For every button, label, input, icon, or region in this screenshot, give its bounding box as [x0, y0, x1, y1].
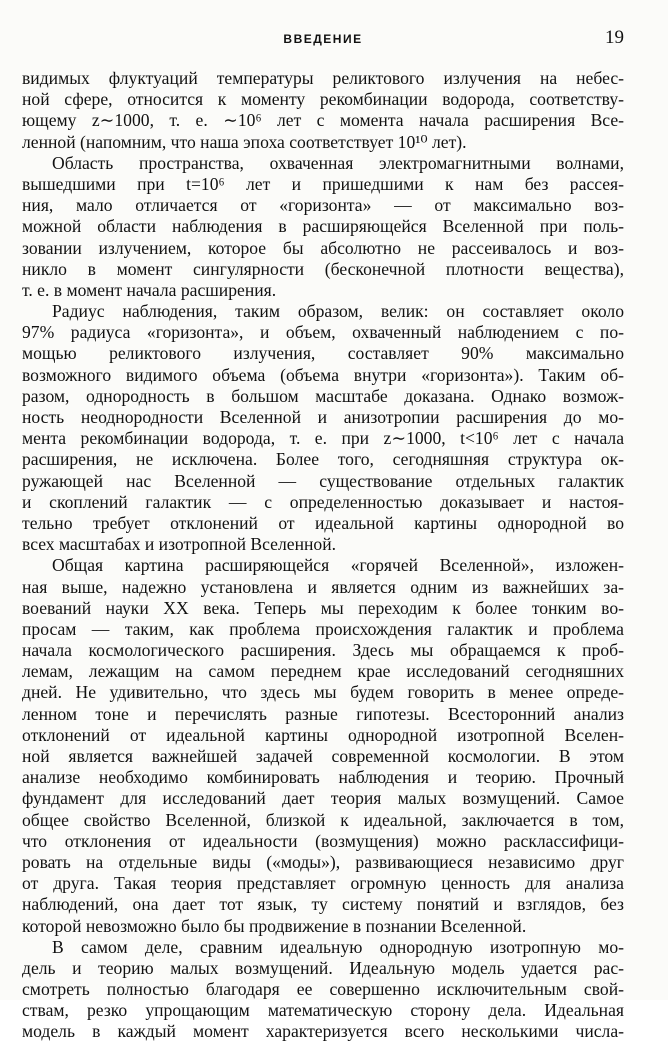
text-line: ния, мало отличается от «горизонта» — от максимально воз-: [22, 195, 624, 216]
text-line: В самом деле, сравним идеальную однородную изотропную мо-: [52, 936, 624, 957]
text-line: ленной (напомним, что наша эпоха соответствует 10¹⁰ лет).: [22, 131, 467, 152]
text-line: тельно требует отклонений от идеальной картины однородной во: [22, 512, 624, 533]
text-line: ствам, резко упрощающим математическую сторону дела. Идеальная: [22, 1000, 624, 1021]
text-line: ная выше, надежно установлена и является одним из важнейших за-: [22, 576, 624, 597]
text-line: ружающей нас Вселенной — существование отдельных галактик: [22, 470, 624, 491]
text-line: общее свойство Вселенной, близкой к идеальной, заключается в том,: [22, 809, 624, 830]
text-line: расширения, не исключена. Более того, сегодняшняя структура ок-: [22, 449, 624, 470]
text-line: т. е. в момент начала расширения.: [22, 279, 277, 300]
text-line: ность неоднородности Вселенной и анизотропии расширения до мо-: [22, 407, 624, 427]
running-title: ВВЕДЕНИЕ: [283, 32, 363, 46]
text-line: зовании излучением, которое бы абсолютно не рассеивалось и воз-: [22, 237, 624, 258]
text-line: 97% радиуса «горизонта», и объем, охваченный наблюдением с по-: [22, 322, 624, 343]
body-text: [22, 68, 624, 1043]
text-line: и скоплений галактик — с определенностью доказывает и настоя-: [22, 491, 624, 512]
text-line: можной области наблюдения в расширяющейся Вселенной при поль-: [22, 216, 624, 237]
text-line: мента рекомбинации водорода, т. е. при z∼1000, t<10⁶ лет с начала: [22, 428, 624, 449]
text-line: никло в момент сингулярности (бесконечной плотности вещества),: [22, 258, 624, 279]
text-line: отклонений от идеальной картины однородной изотропной Вселен-: [22, 724, 624, 745]
text-line: анализе необходимо комбинировать наблюдения и теорию. Прочный: [22, 767, 624, 788]
text-line: возможного видимого объема (объема внутри «горизонта»). Таким об-: [22, 364, 624, 385]
text-line: которой невозможно было бы продвижение в познании Вселенной.: [22, 915, 527, 936]
text-line: дней. Не удивительно, что здесь мы будем говорить в менее опреде-: [22, 682, 624, 703]
text-line: что отклонения от идеальности (возмущения) можно расклассифици-: [22, 830, 624, 851]
text-line: дель и теорию малых возмущений. Идеальную модель удается рас-: [22, 957, 624, 978]
text-line: Общая картина расширяющейся «горячей Вселенной», изложен-: [52, 555, 624, 576]
text-line: ровать на отдельные виды («моды»), развивающиеся независимо друг: [22, 851, 624, 872]
text-line: ющему z∼1000, т. е. ∼10⁶ лет с момента начала расширения Все-: [22, 110, 624, 131]
text-line: ленном тоне и перечислять разные гипотезы. Всесторонний анализ: [22, 703, 624, 724]
text-line: модель в каждый момент характеризуется всего несколькими числа-: [22, 1021, 624, 1042]
text-line: ной сфере, относится к моменту рекомбинации водорода, соответству-: [22, 89, 624, 110]
text-line: мощью реликтового излучения, составляет 90% максимально: [22, 343, 624, 364]
text-line: разом, однородность в большом масштабе доказана. Однако возмож-: [22, 385, 624, 406]
text-line: просам — таким, как проблема происхождения галактик и проблема: [22, 618, 624, 639]
page-header: [22, 27, 624, 53]
text-line: наблюдений, она дает тот язык, ту систему понятий и взглядов, без: [22, 894, 624, 915]
text-line: смотреть полностью благодаря ее совершенно исключительным свой-: [22, 979, 624, 1000]
text-line: Радиус наблюдения, таким образом, велик: он составляет около: [52, 301, 624, 322]
page-number: 19: [605, 27, 624, 48]
text-line: от друга. Такая теория представляет огромную ценность для анализа: [22, 873, 624, 894]
text-line: ной является важнейшей задачей современной космологии. В этом: [22, 746, 624, 766]
text-line: воеваний науки XX века. Теперь мы переходим к более тонким во-: [22, 597, 624, 618]
text-line: начала космологического расширения. Здесь мы обращаемся к проб-: [22, 640, 624, 661]
text-line: фундамент для исследований дает теория малых возмущений. Самое: [22, 788, 624, 809]
text-line: видимых флуктуаций температуры реликтового излучения на небес-: [22, 68, 624, 88]
text-line: вышедшими при t=10⁶ лет и пришедшими к нам без рассея-: [22, 173, 624, 194]
text-line: Область пространства, охваченная электромагнитными волнами,: [52, 152, 624, 173]
text-line: лемам, лежащим на самом переднем крае исследований сегодняшних: [22, 661, 624, 682]
text-line: всех масштабах и изотропной Вселенной.: [22, 534, 337, 555]
